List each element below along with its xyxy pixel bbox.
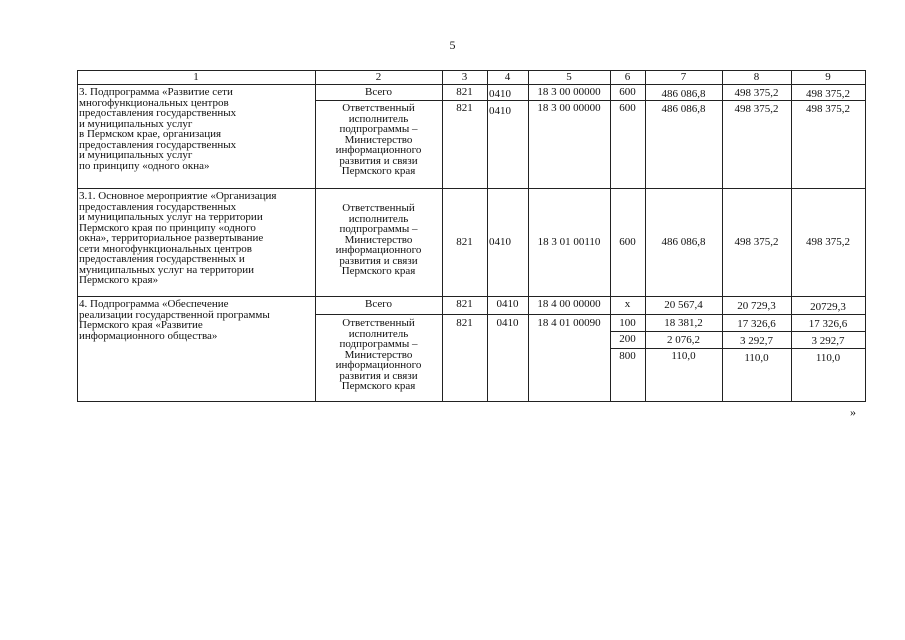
amount-col9: 498 375,2 bbox=[806, 88, 850, 100]
table-border-right bbox=[865, 70, 866, 402]
column-divider bbox=[528, 70, 529, 402]
subprogram-4-name: 4. Подпрограмма «Обеспечение реализации государственной программы Пермского края «Развитие информационного общества» bbox=[79, 298, 270, 342]
row-divider bbox=[77, 296, 866, 297]
expense-type-cell: 600 bbox=[619, 236, 636, 248]
section-cell: 0410 bbox=[489, 236, 511, 248]
column-divider bbox=[442, 70, 443, 402]
header-row-divider bbox=[77, 84, 866, 85]
amount-col8: 3 292,7 bbox=[740, 335, 773, 347]
amount-col8: 498 375,2 bbox=[734, 103, 779, 115]
amount-col8: 20 729,3 bbox=[737, 300, 776, 312]
closing-quote-mark: » bbox=[850, 405, 856, 419]
row-divider bbox=[610, 348, 866, 349]
expense-type-cell: 100 bbox=[619, 317, 636, 329]
target-article-cell: 18 4 00 00000 bbox=[537, 298, 601, 310]
expense-type-cell: x bbox=[624, 298, 631, 310]
header-cell: 6 bbox=[624, 71, 631, 83]
target-article-cell: 18 3 00 00000 bbox=[537, 86, 601, 98]
amount-col9: 3 292,7 bbox=[811, 335, 845, 347]
amount-col9: 498 375,2 bbox=[806, 103, 850, 115]
section-cell: 0410 bbox=[489, 105, 511, 117]
page-number: 5 bbox=[449, 38, 456, 52]
amount-col8: 110,0 bbox=[744, 352, 769, 364]
grbs-cell: 821 bbox=[456, 102, 473, 114]
amount-col8: 17 326,6 bbox=[737, 318, 776, 330]
header-cell: 7 bbox=[680, 71, 687, 83]
executor-responsible: Ответственный исполнитель подпрограммы – Министерство информационного развития и связи Пермского края bbox=[335, 202, 422, 277]
expense-type-cell: 600 bbox=[619, 86, 636, 98]
target-article-cell: 18 3 01 00110 bbox=[537, 236, 601, 248]
column-divider bbox=[487, 70, 488, 402]
amount-col7: 486 086,8 bbox=[661, 236, 706, 248]
header-cell: 3 bbox=[461, 71, 468, 83]
header-cell: 2 bbox=[375, 71, 382, 83]
amount-col9: 17 326,6 bbox=[808, 318, 848, 330]
executor-total: Всего bbox=[365, 298, 392, 310]
subprogram-3-name: 3. Подпрограмма «Развитие сети многофункциональных центров предоставления государственных и муниципальных услуг в Пермском крае, организация предоставления государственных и муниципальных услуг по принципу «одного окна» bbox=[79, 86, 237, 172]
target-article-cell: 18 4 01 00090 bbox=[537, 317, 601, 329]
grbs-cell: 821 bbox=[456, 298, 473, 310]
expense-type-cell: 200 bbox=[619, 333, 636, 345]
amount-col7: 18 381,2 bbox=[664, 317, 703, 329]
section-cell: 0410 bbox=[489, 88, 511, 100]
grbs-cell: 821 bbox=[456, 86, 473, 98]
header-cell: 4 bbox=[504, 71, 511, 83]
amount-col7: 110,0 bbox=[671, 350, 696, 362]
executor-total: Всего bbox=[365, 86, 392, 98]
header-cell: 8 bbox=[753, 71, 760, 83]
header-cell: 9 bbox=[825, 71, 831, 83]
target-article-cell: 18 3 00 00000 bbox=[537, 102, 601, 114]
table-border-left bbox=[77, 70, 78, 402]
expense-type-cell: 800 bbox=[619, 350, 636, 362]
row-divider bbox=[77, 188, 866, 189]
amount-col7: 2 076,2 bbox=[667, 334, 700, 346]
amount-col8: 498 375,2 bbox=[734, 87, 779, 99]
executor-responsible: Ответственный исполнитель подпрограммы – Министерство информационного развития и связи Пермского края bbox=[335, 102, 422, 177]
amount-col9: 110,0 bbox=[815, 352, 841, 364]
row-divider bbox=[315, 100, 866, 101]
amount-col9: 498 375,2 bbox=[806, 236, 850, 248]
amount-col8: 498 375,2 bbox=[734, 236, 779, 248]
grbs-cell: 821 bbox=[456, 236, 473, 248]
header-cell: 1 bbox=[193, 71, 199, 83]
section-cell: 0410 bbox=[496, 298, 519, 310]
header-cell: 5 bbox=[566, 71, 572, 83]
amount-col7: 486 086,8 bbox=[661, 88, 706, 100]
amount-col9: 20729,3 bbox=[810, 301, 846, 313]
grbs-cell: 821 bbox=[456, 317, 473, 329]
expense-type-cell: 600 bbox=[619, 102, 636, 114]
table-border-bottom bbox=[77, 401, 866, 402]
row-divider bbox=[610, 331, 866, 332]
activity-3-1-name: 3.1. Основное мероприятие «Организация предоставления государственных и муниципальных услуг на территории Пермского края по принципу «одного окна», территориальное развертывание сети многофункциональных центров предоставления государственных и муниципальных услуг на территории Пермского края» bbox=[79, 190, 277, 286]
row-divider bbox=[315, 314, 866, 315]
amount-col7: 486 086,8 bbox=[661, 103, 706, 115]
section-cell: 0410 bbox=[496, 317, 519, 329]
executor-responsible: Ответственный исполнитель подпрограммы – Министерство информационного развития и связи Пермского края bbox=[335, 317, 422, 392]
amount-col7: 20 567,4 bbox=[664, 299, 703, 311]
